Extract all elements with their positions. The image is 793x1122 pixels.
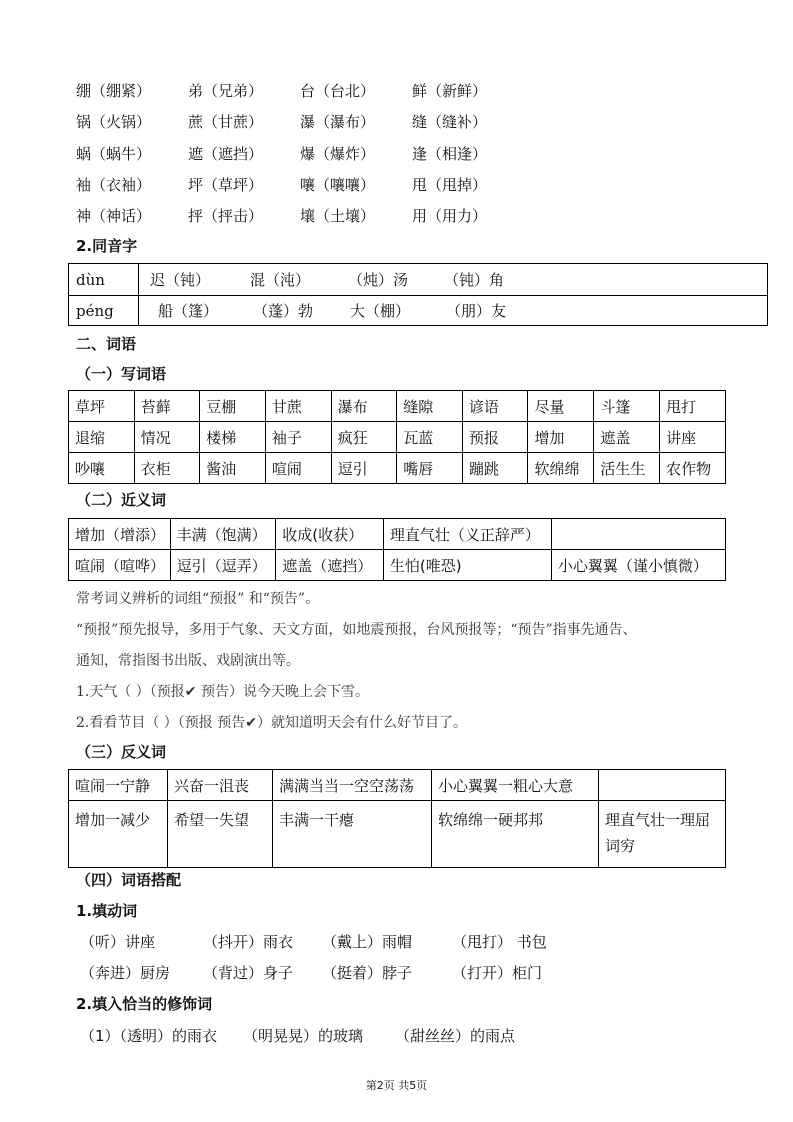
homophone-word: （蓬）勃	[253, 302, 314, 320]
note-line: 1.天气（ ）（预报✔ 预告）说今天晚上会下雪。	[76, 684, 369, 700]
word-cell: 农作物	[660, 453, 726, 484]
modifier-phrase: （明晃晃）的玻璃	[243, 1027, 364, 1045]
write-words-heading: （一）写词语	[76, 365, 167, 383]
verb-phrase: （戴上）雨帽	[322, 933, 413, 951]
word-cell: 蹦跳	[462, 453, 528, 484]
antonym-cell	[69, 801, 168, 868]
homophone-word: 大（棚）	[350, 302, 411, 320]
homophone-word: 迟（钝）	[150, 271, 211, 289]
antonym-cell: 喧闹一宁静	[69, 770, 168, 801]
table-row	[69, 391, 726, 422]
character-pair: 瀑（瀑布）	[300, 113, 376, 132]
word-cell: 谚语	[462, 391, 528, 422]
word-cell: 预报	[462, 422, 528, 453]
synonym-table	[68, 518, 726, 581]
word-cell: 甘蔗	[265, 391, 331, 422]
antonym-cell: 兴奋一沮丧	[168, 770, 273, 801]
word-cell: 衣柜	[134, 453, 200, 484]
word-cell: 增加	[528, 422, 594, 453]
table-row	[69, 422, 726, 453]
word-cell: 袖子	[265, 422, 331, 453]
character-pair: 缝（缝补）	[412, 113, 488, 132]
word-cell: 瀑布	[331, 391, 397, 422]
word-cell: 嘴唇	[397, 453, 463, 484]
note-line: 通知，常指图书出版、戏剧演出等。	[76, 653, 300, 669]
antonym-text: 丰满一干瘪	[279, 811, 355, 829]
antonym-text: 增加一减少	[75, 811, 151, 829]
antonym-cell	[599, 801, 726, 868]
note-line: 2.看看节目（ ）（预报 预告✔）就知道明天会有什么好节目了。	[76, 715, 467, 731]
antonym-text: 理直气壮一理屈	[605, 811, 711, 829]
word-cell: 楼梯	[200, 422, 266, 453]
word-cell: 吵嚷	[69, 453, 135, 484]
character-pair: 锅（火锅）	[76, 113, 152, 132]
character-pair: 台（台北）	[300, 82, 376, 100]
homophone-word: （钝）角	[444, 271, 505, 289]
synonym-cell: 喧闹（喧哗）	[69, 550, 171, 581]
row-divider	[68, 295, 768, 296]
character-pair: 坪（草坪）	[188, 175, 264, 194]
synonym-cell: 小心翼翼（谨小慎微）	[551, 550, 725, 581]
word-cell: 情况	[134, 422, 200, 453]
write-words-table	[68, 390, 726, 484]
word-cell: 活生生	[594, 453, 660, 484]
word-cell: 瓦蓝	[397, 422, 463, 453]
table-row	[69, 550, 726, 581]
homophone-heading: 2.同音字	[76, 237, 138, 255]
table-row	[69, 453, 726, 484]
word-cell: 草坪	[69, 391, 135, 422]
verb-phrase: （奔进）厨房	[80, 964, 171, 982]
modifier-phrase: （甜丝丝）的雨点	[395, 1027, 516, 1045]
collocation-heading: （四）词语搭配	[76, 871, 182, 889]
synonym-cell	[551, 519, 725, 550]
word-cell: 逗引	[331, 453, 397, 484]
verb-phrase: （打开）柜门	[452, 964, 543, 982]
table-row	[69, 801, 726, 868]
verb-phrase: （抖开）雨衣	[203, 933, 294, 951]
pinyin-label: péng	[76, 302, 114, 320]
character-pair: 壤（土壤）	[300, 207, 376, 226]
word-cell: 尽量	[528, 391, 594, 422]
synonym-cell: 生怕(唯恐)	[383, 550, 551, 581]
word-cell: 甩打	[660, 391, 726, 422]
verb-phrase: （挺着）脖子	[322, 964, 413, 982]
antonym-text: 希望一失望	[174, 811, 250, 829]
table-row	[69, 519, 726, 550]
verb-phrase: （甩打） 书包	[452, 933, 547, 951]
homophone-word: 船（篷）	[158, 302, 219, 320]
synonym-cell: 收成(收获）	[276, 519, 384, 550]
character-pair: 遮（遮挡）	[188, 144, 264, 163]
synonym-cell: 丰满（饱满）	[170, 519, 276, 550]
word-cell: 苔藓	[134, 391, 200, 422]
column-divider	[138, 263, 139, 326]
word-cell: 酱油	[200, 453, 266, 484]
antonym-cell	[168, 801, 273, 868]
word-cell: 疯狂	[331, 422, 397, 453]
antonym-cell: 满满当当一空空荡荡	[273, 770, 432, 801]
modifier-phrase: （1）（透明）的雨衣	[80, 1027, 218, 1045]
antonym-cell	[599, 770, 726, 801]
word-cell: 喧闹	[265, 453, 331, 484]
synonym-cell: 逗引（逗弄）	[170, 550, 276, 581]
character-pair: 袖（衣袖）	[76, 175, 152, 194]
note-line: 常考词义辨析的词组“预报” 和“预告”。	[76, 591, 320, 607]
verb-heading: 1.填动词	[76, 902, 138, 920]
antonym-heading: （三）反义词	[76, 743, 167, 761]
pinyin-label: dùn	[76, 271, 105, 289]
verb-phrase: （听）讲座	[80, 933, 156, 951]
homophone-word: 混（沌）	[250, 271, 311, 289]
character-pair: 抨（抨击）	[188, 207, 264, 226]
character-pair: 嚷（嚷嚷）	[300, 175, 376, 194]
character-pair: 绷（绷紧）	[76, 82, 152, 100]
word-cell: 豆棚	[200, 391, 266, 422]
table-row	[69, 770, 726, 801]
character-pair: 用（用力）	[412, 207, 488, 226]
antonym-cell	[432, 801, 599, 868]
word-cell: 退缩	[69, 422, 135, 453]
antonym-cell: 小心翼翼一粗心大意	[432, 770, 599, 801]
character-pair: 爆（爆炸）	[300, 144, 376, 163]
word-cell: 遮盖	[594, 422, 660, 453]
synonym-cell: 理直气壮（义正辞严）	[383, 519, 551, 550]
verb-phrase: （背过）身子	[203, 964, 294, 982]
synonym-cell: 遮盖（遮挡）	[276, 550, 384, 581]
word-cell: 讲座	[660, 422, 726, 453]
character-pair: 甩（甩掉）	[412, 175, 488, 194]
synonym-heading: （二）近义词	[76, 491, 167, 509]
character-pair: 弟（兄弟）	[188, 82, 264, 100]
section-title: 二、词语	[76, 335, 137, 353]
homophone-word: （炖）汤	[348, 271, 409, 289]
antonym-text: 软绵绵一硬邦邦	[438, 811, 544, 829]
word-cell: 缝隙	[397, 391, 463, 422]
antonym-text-continued: 词穷	[605, 837, 636, 855]
homophone-word: （朋）友	[446, 302, 507, 320]
character-pair: 神（神话）	[76, 207, 152, 226]
synonym-cell: 增加（增添）	[69, 519, 171, 550]
note-line: “预报”预先报导，多用于气象、天文方面，如地震预报，台风预报等；“预告”指事先通告、	[76, 622, 637, 638]
character-pair: 蔗（甘蔗）	[188, 113, 264, 132]
page-footer: 第2页 共5页	[365, 1079, 428, 1092]
antonym-cell	[273, 801, 432, 868]
word-cell: 斗篷	[594, 391, 660, 422]
character-pair: 鲜（新鲜）	[412, 82, 488, 100]
character-pair: 蜗（蜗牛）	[76, 144, 152, 163]
antonym-table	[68, 769, 726, 868]
character-pair: 逢（相逢）	[412, 144, 488, 163]
word-cell: 软绵绵	[528, 453, 594, 484]
modifier-heading: 2.填入恰当的修饰词	[76, 995, 213, 1013]
